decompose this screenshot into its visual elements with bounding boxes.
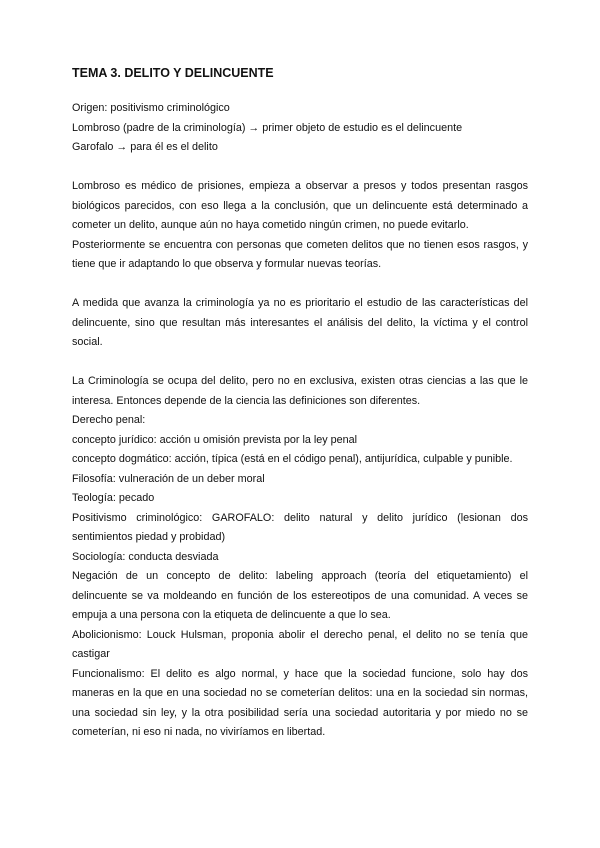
intro-line: Origen: positivismo criminológico: [72, 102, 230, 114]
lombroso-block: [72, 177, 528, 275]
sociologia-definition: Sociología: conducta desviada: [72, 550, 219, 563]
document-title: TEMA 3. DELITO Y DELINCUENTE: [72, 66, 274, 80]
intro-line: Lombroso (padre de la criminología) → primer objeto de estudio es el delincuente: [72, 121, 463, 134]
paragraph-criminologia: La Criminología se ocupa del delito, pero no en exclusiva, existen otras ciencias a las que le interesa. Entonces depende de la ciencia las definiciones son diferentes.: [72, 375, 528, 407]
intro-block: [72, 99, 528, 158]
abolicionismo-definition: Abolicionismo: Louck Hulsman, proponia abolir el derecho penal, el delito no se tenía que castigar: [72, 628, 528, 660]
document-body: [72, 64, 528, 743]
teologia-definition: Teología: pecado: [72, 492, 155, 504]
definitions-block: [72, 372, 528, 743]
derecho-penal-heading: Derecho penal:: [72, 414, 146, 426]
paragraph-a-medida: A medida que avanza la criminología ya no es prioritario el estudio de las características del delincuente, sino que resultan más interesantes el análisis del delito, la víctima y el control social.: [72, 297, 528, 348]
negacion-definition: Negación de un concepto de delito: labeling approach (teoría del etiquetamiento) el delincuente se va moldeando en función de los estereotipos de una comunidad. A veces se empuja a una persona con la etiqueta de delincuente a que lo sea.: [72, 570, 528, 621]
medida-block: [72, 294, 528, 353]
filosofia-definition: Filosofía: vulneración de un deber moral: [72, 472, 265, 485]
intro-line: Garofalo → para él es el delito: [72, 141, 218, 153]
paragraph-posteriormente: Posteriormente se encuentra con personas que cometen delitos que no tienen esos rasgos, y tiene que ir adaptando lo que observa y formular nuevas teorías.: [72, 238, 528, 270]
concepto-dogmatico: concepto dogmático: acción, típica (está en el código penal), antijurídica, culpable y punible.: [72, 453, 513, 465]
paragraph-lombroso: Lombroso es médico de prisiones, empieza a observar a presos y todos presentan rasgos biológicos parecidos, con eso llega a la conclusión, que un delincuente está determinado a cometer un delito, aunque aún no haya cometido ningún crimen, no puede evitarlo.: [72, 180, 528, 231]
positivismo-definition: Positivismo criminológico: GAROFALO: delito natural y delito jurídico (lesionan dos sentimientos piedad y probidad): [72, 511, 528, 543]
concepto-juridico: concepto jurídico: acción u omisión prevista por la ley penal: [72, 433, 358, 446]
funcionalismo-definition: Funcionalismo: El delito es algo normal, y hace que la sociedad funcione, solo hay dos maneras en la que en una sociedad no se cometerían delitos: una en la sociedad sin normas, una sociedad sin ley, y la otra posibilidad sería una sociedad autoritaria y por miedo no se cometerían, ni eso ni nada, no viviríamos en libertad.: [72, 667, 528, 738]
